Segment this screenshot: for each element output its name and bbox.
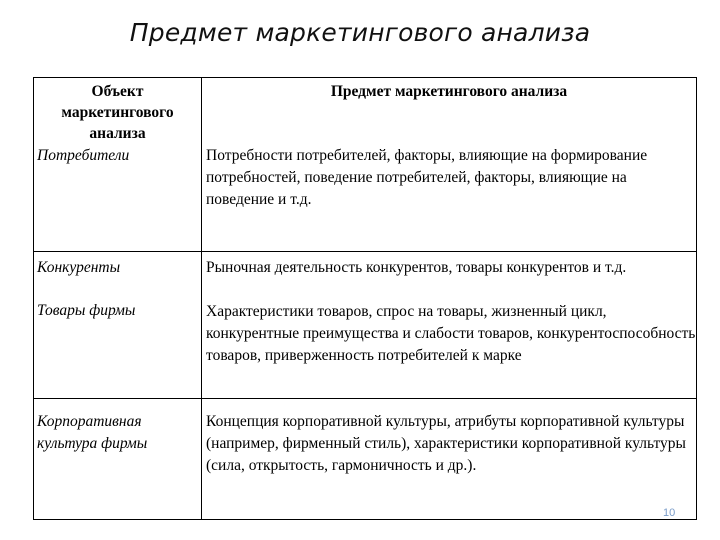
analysis-table [33,77,697,520]
row-object-competitors: Конкуренты [37,259,121,276]
header-object: Объект маркетингового анализа [61,83,174,142]
row-object-culture: Корпоративная культура фирмы [37,413,148,452]
slide-title: Предмет маркетингового анализа [129,18,591,47]
row-object-products: Товары фирмы [37,302,136,319]
row-subject-competitors: Рыночная деятельность конкурентов, товары конкурентов и т.д. [206,259,627,276]
header-subject: Предмет маркетингового анализа [330,83,568,100]
row-divider [34,398,696,399]
row-object-consumers: Потребители [37,147,130,164]
row-subject-culture: Концепция корпоративной культуры, атрибуты корпоративной культуры (например, фирменный стиль), характеристики корпоративной культуры (сила, открытость, гармоничность и др.). [206,413,686,474]
row-subject-consumers: Потребности потребителей, факторы, влияющие на формирование потребностей, поведение потребителей, факторы, влияющие на поведение и т.д. [206,147,648,208]
column-divider [201,78,202,519]
page-number: 10 [663,507,676,519]
row-divider [34,251,696,252]
row-subject-products: Характеристики товаров, спрос на товары, жизненный цикл, конкурентные преимущества и слабости товаров, конкурентоспособность товаров, приверженность потребителей к марке [206,303,696,364]
